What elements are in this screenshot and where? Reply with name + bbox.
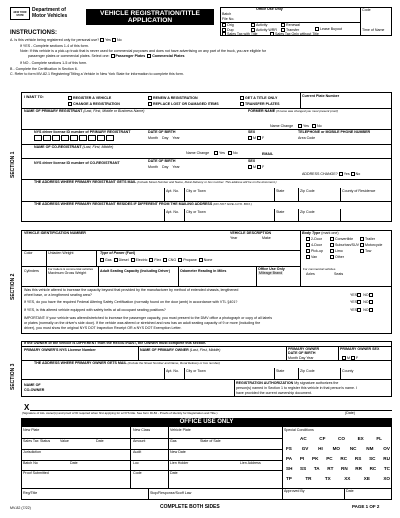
loc-label: Loc	[133, 461, 139, 465]
owner-city-label: City or Town	[186, 369, 206, 373]
mail-apt-label: Apt. No.	[166, 189, 179, 193]
proof-submitted-label: Proof Submitted	[23, 471, 49, 475]
body-other[interactable]: Other	[330, 255, 344, 259]
current-plate-label: Current Plate Number	[302, 94, 340, 98]
mail-zip-label: Zip Code	[300, 189, 315, 193]
primary-dob-fields[interactable]: Month Day Year	[148, 136, 180, 140]
body-limo[interactable]: Limo	[330, 249, 343, 253]
name-of-label: NAME OF	[24, 383, 41, 387]
section3-label: SECTION 3	[10, 363, 16, 390]
office-date-label: Date	[96, 439, 104, 443]
co-dob-fields[interactable]: Month Day Year	[148, 165, 180, 169]
instruction-b: B - Complete the Certification in Section 6.	[10, 67, 78, 71]
special-condition-code[interactable]: MO	[332, 446, 340, 451]
mail-county-label: County of Residence	[342, 189, 376, 193]
approved-by-label: Approved By	[284, 489, 305, 493]
telephone-label: TELEPHONE or MOBILE PHONE NUMBER	[298, 130, 371, 134]
make-label: Make	[262, 236, 271, 240]
instruction-if-no: If NO - Complete sections 1-5 of this form.	[20, 61, 88, 65]
page-number: PAGE 1 OF 2	[352, 504, 380, 509]
certification-question: If YES, do you have the required Federal Altering Safety Certification (normally found on the door jamb) in accordance with VTL §401?	[24, 300, 238, 304]
special-condition-code[interactable]: XO	[383, 476, 390, 481]
section1-label: SECTION 1	[10, 151, 16, 178]
special-condition-code[interactable]: PI	[299, 456, 305, 461]
primary-license-boxes[interactable]	[34, 135, 142, 141]
safety-belts-question: If YES, is this altered vehicle equipped with safety belts at all occupant seating positions?	[24, 308, 166, 312]
special-condition-code[interactable]: GV	[301, 446, 309, 451]
special-condition-code[interactable]: CF	[319, 436, 326, 441]
owner-different-notice: If the OWNER of the vehicle is DIFFERENT from the REGISTRANT, the OWNER must complete this section.	[24, 341, 207, 345]
special-condition-code[interactable]: TR	[305, 476, 312, 481]
owner-dob-fields[interactable]: Month Day Year	[288, 356, 314, 360]
instruction-note2: passenger plates or commercial plates. Select one: Passenger Plates Commercial Plates	[28, 54, 185, 58]
special-condition-code[interactable]: NM	[366, 446, 374, 451]
vin-label: VEHICLE IDENTIFICATION NUMBER	[24, 231, 86, 235]
owner-sex-label: PRIMARY OWNER SEX	[340, 347, 380, 351]
dept-line1: Department of	[32, 7, 66, 13]
amount-label: Amount	[133, 439, 146, 443]
special-conditions-row	[286, 464, 390, 474]
important-line3: driver), you must show the original NYS DOT Inspection Receipt OR a NYS DOT Exemption Letter.	[24, 326, 182, 330]
former-name-label: FORMER NAME (if name was changed you must present proof)	[248, 109, 339, 113]
special-condition-code[interactable]: TP	[286, 476, 292, 481]
address-change-question: ADDRESS CHANGE? Yes No	[302, 172, 361, 176]
co-name-change-yes[interactable]: Yes	[214, 151, 225, 155]
office-use-bar: OFFICE USE ONLY	[21, 418, 392, 426]
instruction-a: A. Is this vehicle being registered only for personal use? Yes No	[10, 38, 122, 42]
co-license-label: NYS driver license ID number of CO-REGISTRANT	[34, 161, 120, 165]
body-4door[interactable]: 4-Door	[306, 243, 322, 247]
special-condition-code[interactable]: RU	[383, 456, 390, 461]
value-label: Value	[60, 439, 69, 443]
special-condition-code[interactable]: SC	[369, 456, 376, 461]
lien-address-label: Lien Address	[240, 461, 261, 465]
new-class-label: New Class	[133, 428, 151, 432]
sales-tax-label: Sales Tax	[23, 439, 39, 443]
reg-auth-line2: person(s) named in Section 1 to register this vehicle in that person's name. I	[236, 386, 357, 390]
special-condition-code[interactable]: OV	[383, 446, 390, 451]
form-title-line1: VEHICLE REGISTRATION/TITLE	[100, 10, 200, 17]
co-sex-options[interactable]: M F	[248, 165, 264, 169]
special-condition-code[interactable]: HI	[318, 446, 323, 451]
owner-zip-label: Zip Code	[300, 369, 315, 373]
axles-label: Axles	[306, 272, 315, 276]
personal-use-yes-checkbox[interactable]	[100, 38, 104, 42]
owner-name-label: NAME OF PRIMARY OWNER (Last, First, Middle)	[140, 348, 221, 352]
batch-no-label: Batch No	[23, 461, 38, 465]
special-condition-code[interactable]: AC	[300, 436, 307, 441]
activity-wrr-option[interactable]: Activity WRR	[251, 28, 277, 32]
special-condition-code[interactable]: FL	[376, 436, 382, 441]
signature-hint: (Signature of ALL owner(s) and proof of ID required when first applying for a NYS title. See form ID-82 - Proofs of Identity for Registration and Title.)	[22, 411, 218, 415]
sales-tax-only-option[interactable]: Sales Tax Only without Title	[270, 32, 319, 36]
new-date-label: New Date	[170, 450, 186, 454]
office-only-label: Office Use Only	[258, 267, 285, 271]
get-title-option[interactable]: GET A TITLE ONLY	[240, 96, 277, 100]
owner-license-label: PRIMARY OWNER'S NYS License Number	[24, 348, 96, 352]
dup-option[interactable]: Dup	[222, 28, 234, 32]
co-name-change-no[interactable]: No	[228, 151, 238, 155]
altered-question-a: Was this vehicle altered to increase the capacity beyond that provided by the manufacturer by method of extended chassis, lengthened	[24, 288, 239, 292]
special-conditions-row	[286, 434, 390, 444]
new-plate-label: New Plate	[23, 428, 40, 432]
special-condition-code[interactable]: SH	[286, 466, 293, 471]
fuel-options[interactable]: Gas Diesel Electric Flex CNG Propane None	[100, 258, 212, 262]
special-condition-code[interactable]: FS	[286, 446, 292, 451]
status-label: Status	[40, 439, 51, 443]
reg-auth-line1: REGISTRATION AUTHORIZATION My signature authorizes the	[236, 381, 339, 385]
mail-city-label: City or Town	[186, 189, 206, 193]
office-use-only-label: Office Use Only	[256, 7, 283, 11]
primary-license-label: NYS driver license ID number of PRIMARY REGISTRANT	[34, 130, 131, 134]
primary-name-label: NAME OF PRIMARY REGISTRANT (Last, First, Middle or Business Name)	[24, 109, 145, 113]
stop-label: Stop/Response/Scoff Law	[150, 491, 192, 495]
body-2door[interactable]: 2-Door	[306, 237, 322, 241]
code-label: Code	[362, 8, 371, 12]
special-condition-code[interactable]: TC	[383, 466, 390, 471]
res-state-label: State	[276, 210, 285, 214]
instructions-heading: INSTRUCTIONS:	[10, 30, 57, 36]
owner-sex-options[interactable]: M F	[342, 356, 358, 360]
special-condition-code[interactable]: SS	[300, 466, 307, 471]
seats-label: Seats	[334, 272, 344, 276]
jurisdiction-label: Jurisdiction	[23, 450, 41, 454]
change-registration-option[interactable]: CHANGE A REGISTRATION	[68, 102, 120, 106]
complete-both-sides: COMPLETE BOTH SIDES	[160, 504, 220, 510]
instruction-if-yes: If YES - Complete sections 1-4 of this form.	[20, 44, 89, 48]
name-change-label: Name Change	[270, 124, 294, 128]
dept-line2: Motor Vehicles	[32, 12, 68, 19]
color-label: Color	[24, 251, 33, 255]
special-condition-code[interactable]: XE	[363, 476, 370, 481]
important-line1: IMPORTANT: If your vehicle was altered/stretched to increase the passenger capacity, you must present to the DMV office a photograph or copy of all labels	[24, 316, 273, 320]
seating-label: Adult Seating Capacity (Including Driver)	[100, 269, 170, 273]
altered-question-b: wheel base, or a lengthened seating area?	[24, 293, 92, 297]
gas-label: Gas	[170, 439, 177, 443]
activity-option[interactable]: Activity	[251, 23, 267, 27]
register-vehicle-option[interactable]: REGISTER A VEHICLE	[68, 96, 111, 100]
special-conditions-row	[286, 444, 390, 454]
res-city-label: City or Town	[186, 210, 206, 214]
form-number: MV-82 (7/22)	[10, 506, 31, 510]
batch-label: Batch	[222, 12, 232, 16]
office-code-label: Code	[133, 471, 142, 475]
special-condition-code[interactable]: RS	[354, 456, 362, 461]
special-conditions-row	[286, 454, 390, 464]
transfer-option[interactable]: Transfer	[281, 28, 299, 32]
co-registrant-name-label: NAME OF CO-REGISTRANT (Last, First, Middle)	[34, 145, 114, 149]
sales-tax-title-option[interactable]: Sales Tax with Title	[222, 32, 258, 36]
name-change-no[interactable]: No	[312, 124, 322, 128]
altered-yes-no[interactable]: YES NO	[350, 293, 374, 297]
body-trailer[interactable]: Trailer	[360, 237, 375, 241]
body-motorcycle[interactable]: Motorcycle	[360, 243, 382, 247]
odometer-label: Odometer Reading in Miles	[180, 269, 227, 273]
mailing-address-label: THE ADDRESS WHERE PRIMARY REGISTRANT GETS MAIL (Include Street Number and Name, Rural Delivery or box number. This address will be on the document.)	[34, 180, 277, 184]
logo-state-text: NEW YORK STATE	[13, 10, 27, 17]
instruction-note1: Note: If this vehicle is a pick-up truck that is never used for commercial purposes and does not have advertising on any part of the truck, you are eligible for	[20, 49, 267, 53]
co-sex-label: SEX	[248, 159, 256, 163]
dmv-logo	[10, 7, 30, 20]
special-condition-code[interactable]: NC	[349, 446, 357, 451]
form-title	[86, 9, 214, 25]
body-tow[interactable]: Tow	[360, 249, 371, 253]
body-suv[interactable]: Suburban/SUV	[330, 243, 359, 247]
state-of-sale-label: State of Sale	[200, 439, 221, 443]
owner-state-label: State	[276, 369, 285, 373]
special-condition-code[interactable]: XX	[344, 476, 351, 481]
area-code-field[interactable]: Area Code	[298, 136, 316, 140]
certification-yes-no[interactable]: YES NO	[350, 300, 374, 304]
special-condition-code[interactable]: RC	[369, 466, 377, 471]
date2-label: Date	[70, 461, 78, 465]
special-conditions-grid	[286, 434, 390, 484]
co-dob-label: DATE OF BIRTH	[148, 159, 176, 163]
year-label: Year	[230, 236, 238, 240]
for-commercial-label: For commercial vehicles	[303, 267, 336, 271]
section2-label: SECTION 2	[10, 273, 16, 300]
signature-x-mark: X	[24, 403, 30, 412]
lien-holder-label: Lien Holder	[170, 461, 189, 465]
time-of-name-label: Time of Name	[362, 28, 385, 32]
res-apt-label: Apt. No.	[166, 210, 179, 214]
body-convertible[interactable]: Convertible	[330, 237, 353, 241]
vehicle-plate-label: Vehicle Plate	[170, 428, 191, 432]
special-condition-code[interactable]: TX	[324, 476, 331, 481]
address-change-no-checkbox[interactable]	[351, 172, 355, 176]
date3-label: Date	[170, 471, 178, 475]
primary-dob-label: DATE OF BIRTH	[148, 130, 176, 134]
name-change-yes[interactable]: Yes	[298, 124, 309, 128]
unladen-label: Unladen Weight	[48, 251, 74, 255]
max-gross-label: Maximum Gross Weight	[48, 271, 87, 275]
cylinders-label: Cylinders	[24, 269, 39, 273]
personal-use-no-checkbox[interactable]	[112, 38, 116, 42]
commercial-plates-checkbox[interactable]	[147, 54, 151, 58]
safety-belts-yes-no[interactable]: YES NO	[350, 308, 374, 312]
special-condition-code[interactable]: RT	[327, 466, 334, 471]
co-name-change-label: Name Change	[186, 151, 210, 155]
special-condition-code[interactable]: PK	[312, 456, 319, 461]
audit-label: Audit	[133, 450, 142, 454]
address-change-yes-checkbox[interactable]	[339, 172, 343, 176]
type-power-label: Type of Power (Fuel)	[100, 251, 136, 255]
instruction-c: C. Refer to form MV-82.1 Registering/Titling a Vehicle in New York State for information to complete this form.	[10, 72, 184, 76]
body-pickup[interactable]: Pick-up	[306, 249, 323, 253]
primary-sex-options[interactable]: M F	[248, 136, 264, 140]
email-label: EMAIL	[262, 152, 274, 156]
owner-address-label: THE ADDRESS WHERE PRIMARY OWNER GETS MAIL (Include the Street Number and Name, Rural Delivery or box number)	[34, 361, 221, 365]
body-type-label: Body Type (mark one)	[302, 231, 339, 235]
owner-dob-label: PRIMARY OWNER DATE OF BIRTH	[288, 347, 320, 356]
renewal-option[interactable]: Renewal	[281, 23, 300, 27]
signature-date-label: (Date)	[345, 411, 355, 415]
transfer-plates-option[interactable]: TRANSFER PLATES	[240, 102, 279, 106]
mileage-brand-label: Mileage Brand	[259, 271, 283, 275]
renew-registration-option[interactable]: RENEW A REGISTRATION	[148, 96, 198, 100]
owner-county-label: County	[342, 369, 354, 373]
residence-address-label: THE ADDRESS WHERE PRIMARY REGISTRANT RESIDES IF DIFFERENT FROM THE MAILING ADDRESS (DO NOT GIVE A P.O. BOX.)	[34, 202, 252, 206]
co-owner-label: CO-OWNER	[24, 388, 45, 392]
special-condition-code[interactable]: RC	[340, 456, 348, 461]
lease-buyout-option[interactable]: Lease Buyout	[315, 27, 342, 31]
vehicle-desc-label: VEHICLE DESCRIPTION	[230, 231, 272, 235]
replace-items-option[interactable]: REPLACE LOST OR DAMAGED ITEMS	[148, 102, 219, 106]
reg-title-label: Reg/Title	[23, 491, 38, 495]
reg-auth-line3: have provided the current ownership document.	[236, 391, 312, 395]
special-condition-code[interactable]: PA	[286, 456, 293, 461]
for-trailers-label: For trailers & commercial vehicles	[48, 267, 94, 271]
owner-apt-label: Apt. No.	[166, 369, 179, 373]
orig-option[interactable]: Orig	[222, 23, 234, 27]
i-want-to-label: I WANT TO:	[24, 95, 44, 99]
department-name	[32, 8, 67, 19]
special-condition-code[interactable]: TA	[313, 466, 320, 471]
form-title-line2: APPLICATION	[127, 17, 173, 24]
special-condition-code[interactable]: PC	[326, 456, 333, 461]
special-conditions-label: Special Conditions	[284, 428, 314, 432]
res-zip-label: Zip Code	[300, 210, 315, 214]
body-van[interactable]: Van	[306, 255, 317, 259]
important-line2: or plates (normally on the driver's side door). If the vehicle was altered or stretched and now has an adult seating capacity of 9 or more (including the	[24, 321, 261, 325]
mail-state-label: State	[276, 189, 285, 193]
date4-label: Date	[346, 489, 354, 493]
passenger-plates-checkbox[interactable]	[111, 54, 115, 58]
primary-sex-label: SEX	[248, 130, 256, 134]
special-condition-code[interactable]: EX	[357, 436, 364, 441]
special-condition-code[interactable]: CO	[338, 436, 345, 441]
file-no-label: File No.	[222, 17, 235, 21]
special-conditions-row	[286, 474, 390, 484]
special-condition-code[interactable]: RR	[355, 466, 362, 471]
special-condition-code[interactable]: RN	[341, 466, 348, 471]
